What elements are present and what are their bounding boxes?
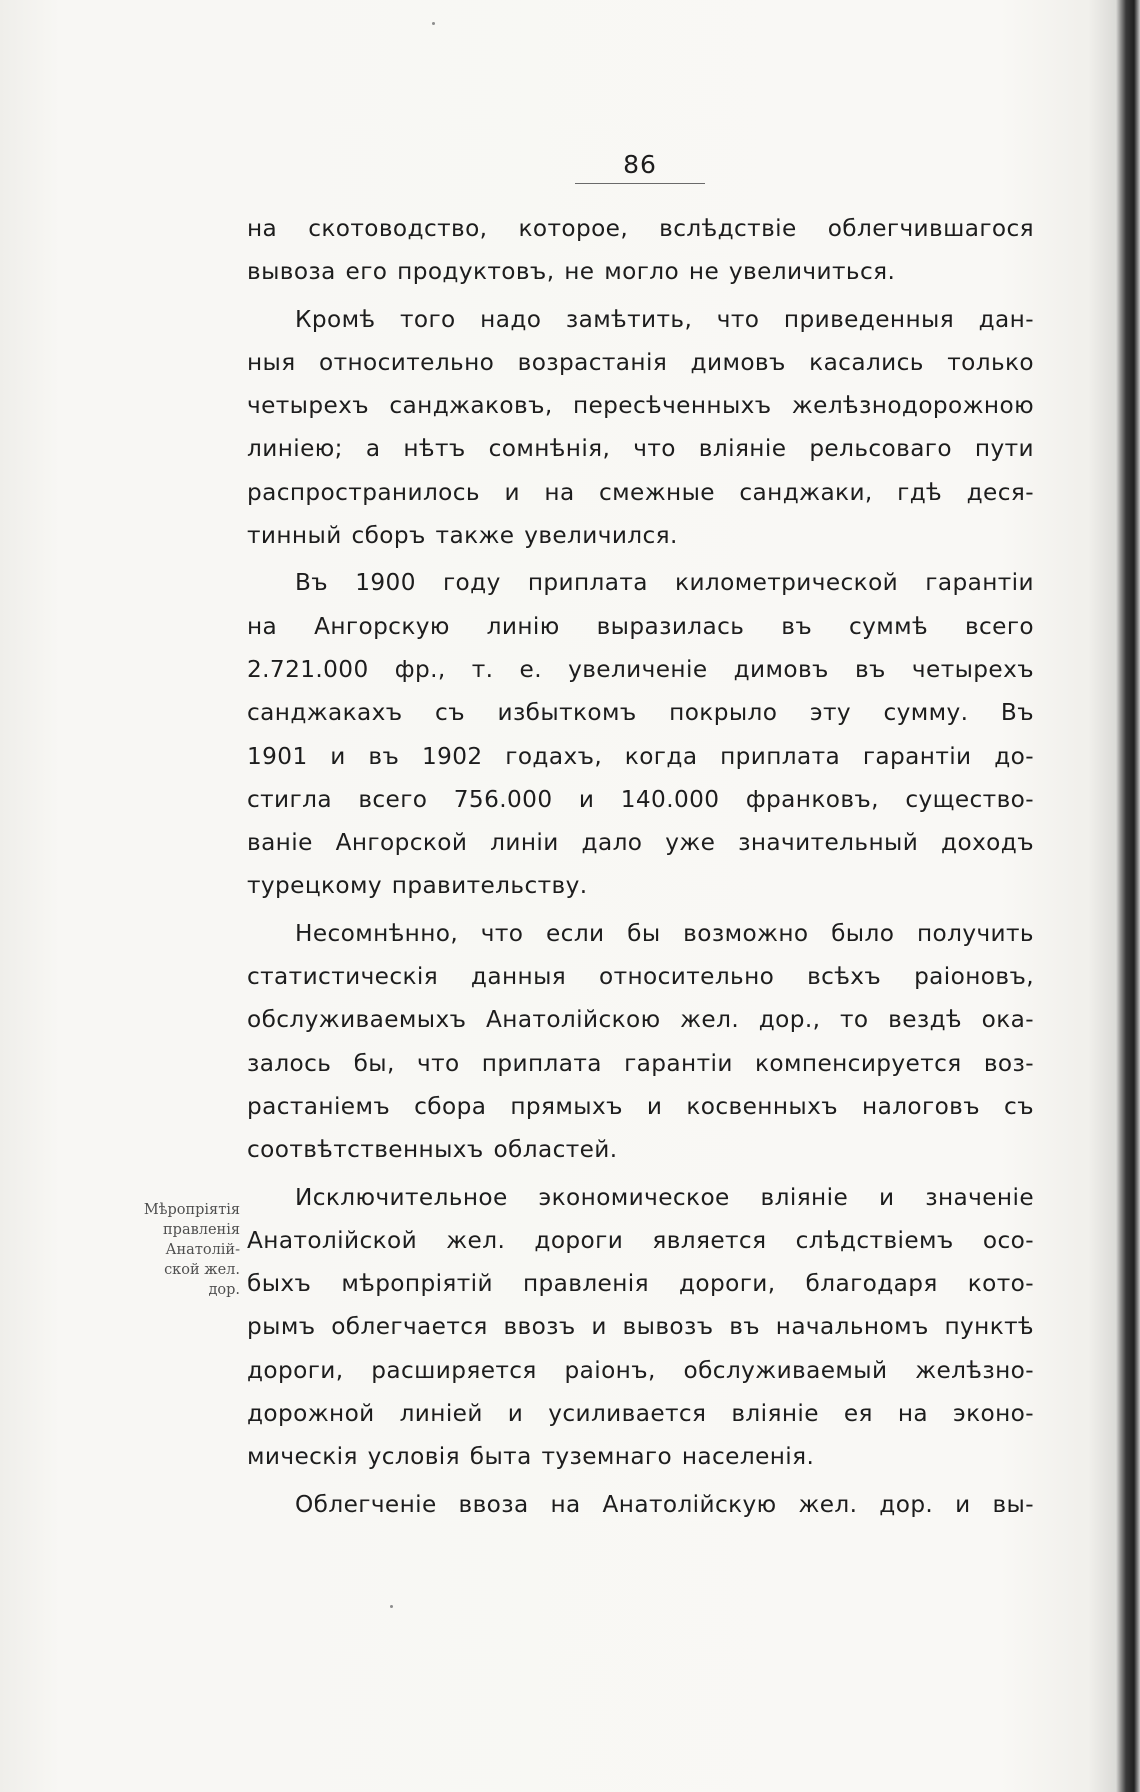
page-binding-shadow <box>1088 0 1140 1792</box>
text-line: распространилось и на смежные санджаки, гдѣ деся- <box>247 478 1034 506</box>
text-line: мическія условія быта туземнаго населенія. <box>247 1443 815 1471</box>
text-line: залось бы, что приплата гарантіи компенсируется воз- <box>247 1049 1034 1077</box>
text-line: 2.721.000 фр., т. е. увеличеніе димовъ въ четырехъ <box>247 655 1034 683</box>
margin-note-line: Мѣропріятія <box>143 1202 240 1218</box>
margin-note-line: правленія <box>163 1222 240 1238</box>
text-line: Облегченіе ввоза на Анатолійскую жел. дор. и вы- <box>295 1490 1034 1518</box>
text-line: рымъ облегчается ввозъ и вывозъ въ начальномъ пунктѣ <box>247 1313 1034 1341</box>
text-line: Кромѣ того надо замѣтить, что приведенныя дан- <box>295 305 1034 333</box>
margin-note <box>112 1200 240 1300</box>
page-number-rule <box>575 183 705 184</box>
text-line: стигла всего 756.000 и 140.000 франковъ, существо- <box>247 785 1034 813</box>
margin-note-line: Анатолій- <box>165 1242 240 1258</box>
text-line: Въ 1900 году приплата километрической гарантіи <box>295 569 1034 597</box>
text-line: статистическія данныя относительно всѣхъ раіоновъ, <box>247 963 1034 991</box>
text-line: соотвѣтственныхъ областей. <box>247 1136 618 1164</box>
text-line: растаніемъ сбора прямыхъ и косвенныхъ налоговъ съ <box>247 1092 1034 1120</box>
text-line: четырехъ санджаковъ, пересѣченныхъ желѣзнодорожною <box>247 392 1034 420</box>
text-line: 1901 и въ 1902 годахъ, когда приплата гарантіи до- <box>247 742 1034 770</box>
text-line: тинный сборъ также увеличился. <box>247 522 678 550</box>
text-line: на скотоводство, которое, вслѣдствіе облегчившагося <box>247 215 1034 242</box>
text-line: линіею; а нѣтъ сомнѣнія, что вліяніе рельсоваго пути <box>247 435 1034 463</box>
text-line: ваніе Ангорской линіи дало уже значительный доходъ <box>247 829 1034 857</box>
text-line: Исключительное экономическое вліяніе и значеніе <box>295 1183 1034 1211</box>
paper-speck <box>390 1605 393 1608</box>
margin-note-line: дор. <box>208 1282 240 1298</box>
text-line: ныя относительно возрастанія димовъ касались только <box>247 348 1034 376</box>
text-line: на Ангорскую линію выразилась въ суммѣ всего <box>247 612 1034 640</box>
text-line: турецкому правительству. <box>247 872 588 900</box>
text-line: санджакахъ съ избыткомъ покрыло эту сумму. Въ <box>247 699 1034 727</box>
text-line: быхъ мѣропріятій правленія дороги, благодаря кото- <box>247 1270 1034 1298</box>
text-line: обслуживаемыхъ Анатолійскою жел. дор., то вездѣ ока- <box>247 1006 1034 1034</box>
paper-speck <box>432 22 435 25</box>
margin-note-line: ской жел. <box>164 1262 240 1278</box>
body-text <box>247 207 1034 1526</box>
text-line: вывоза его продуктовъ, не могло не увеличиться. <box>247 258 896 286</box>
text-line: дорожной линіей и усиливается вліяніе ея на эконо- <box>247 1400 1034 1428</box>
text-line: Анатолійской жел. дороги является слѣдствіемъ осо- <box>247 1226 1034 1254</box>
text-line: Несомнѣнно, что если бы возможно было получить <box>295 919 1034 947</box>
text-line: дороги, расширяется раіонъ, обслуживаемый желѣзно- <box>247 1356 1034 1384</box>
page-number: 86 <box>623 150 657 179</box>
